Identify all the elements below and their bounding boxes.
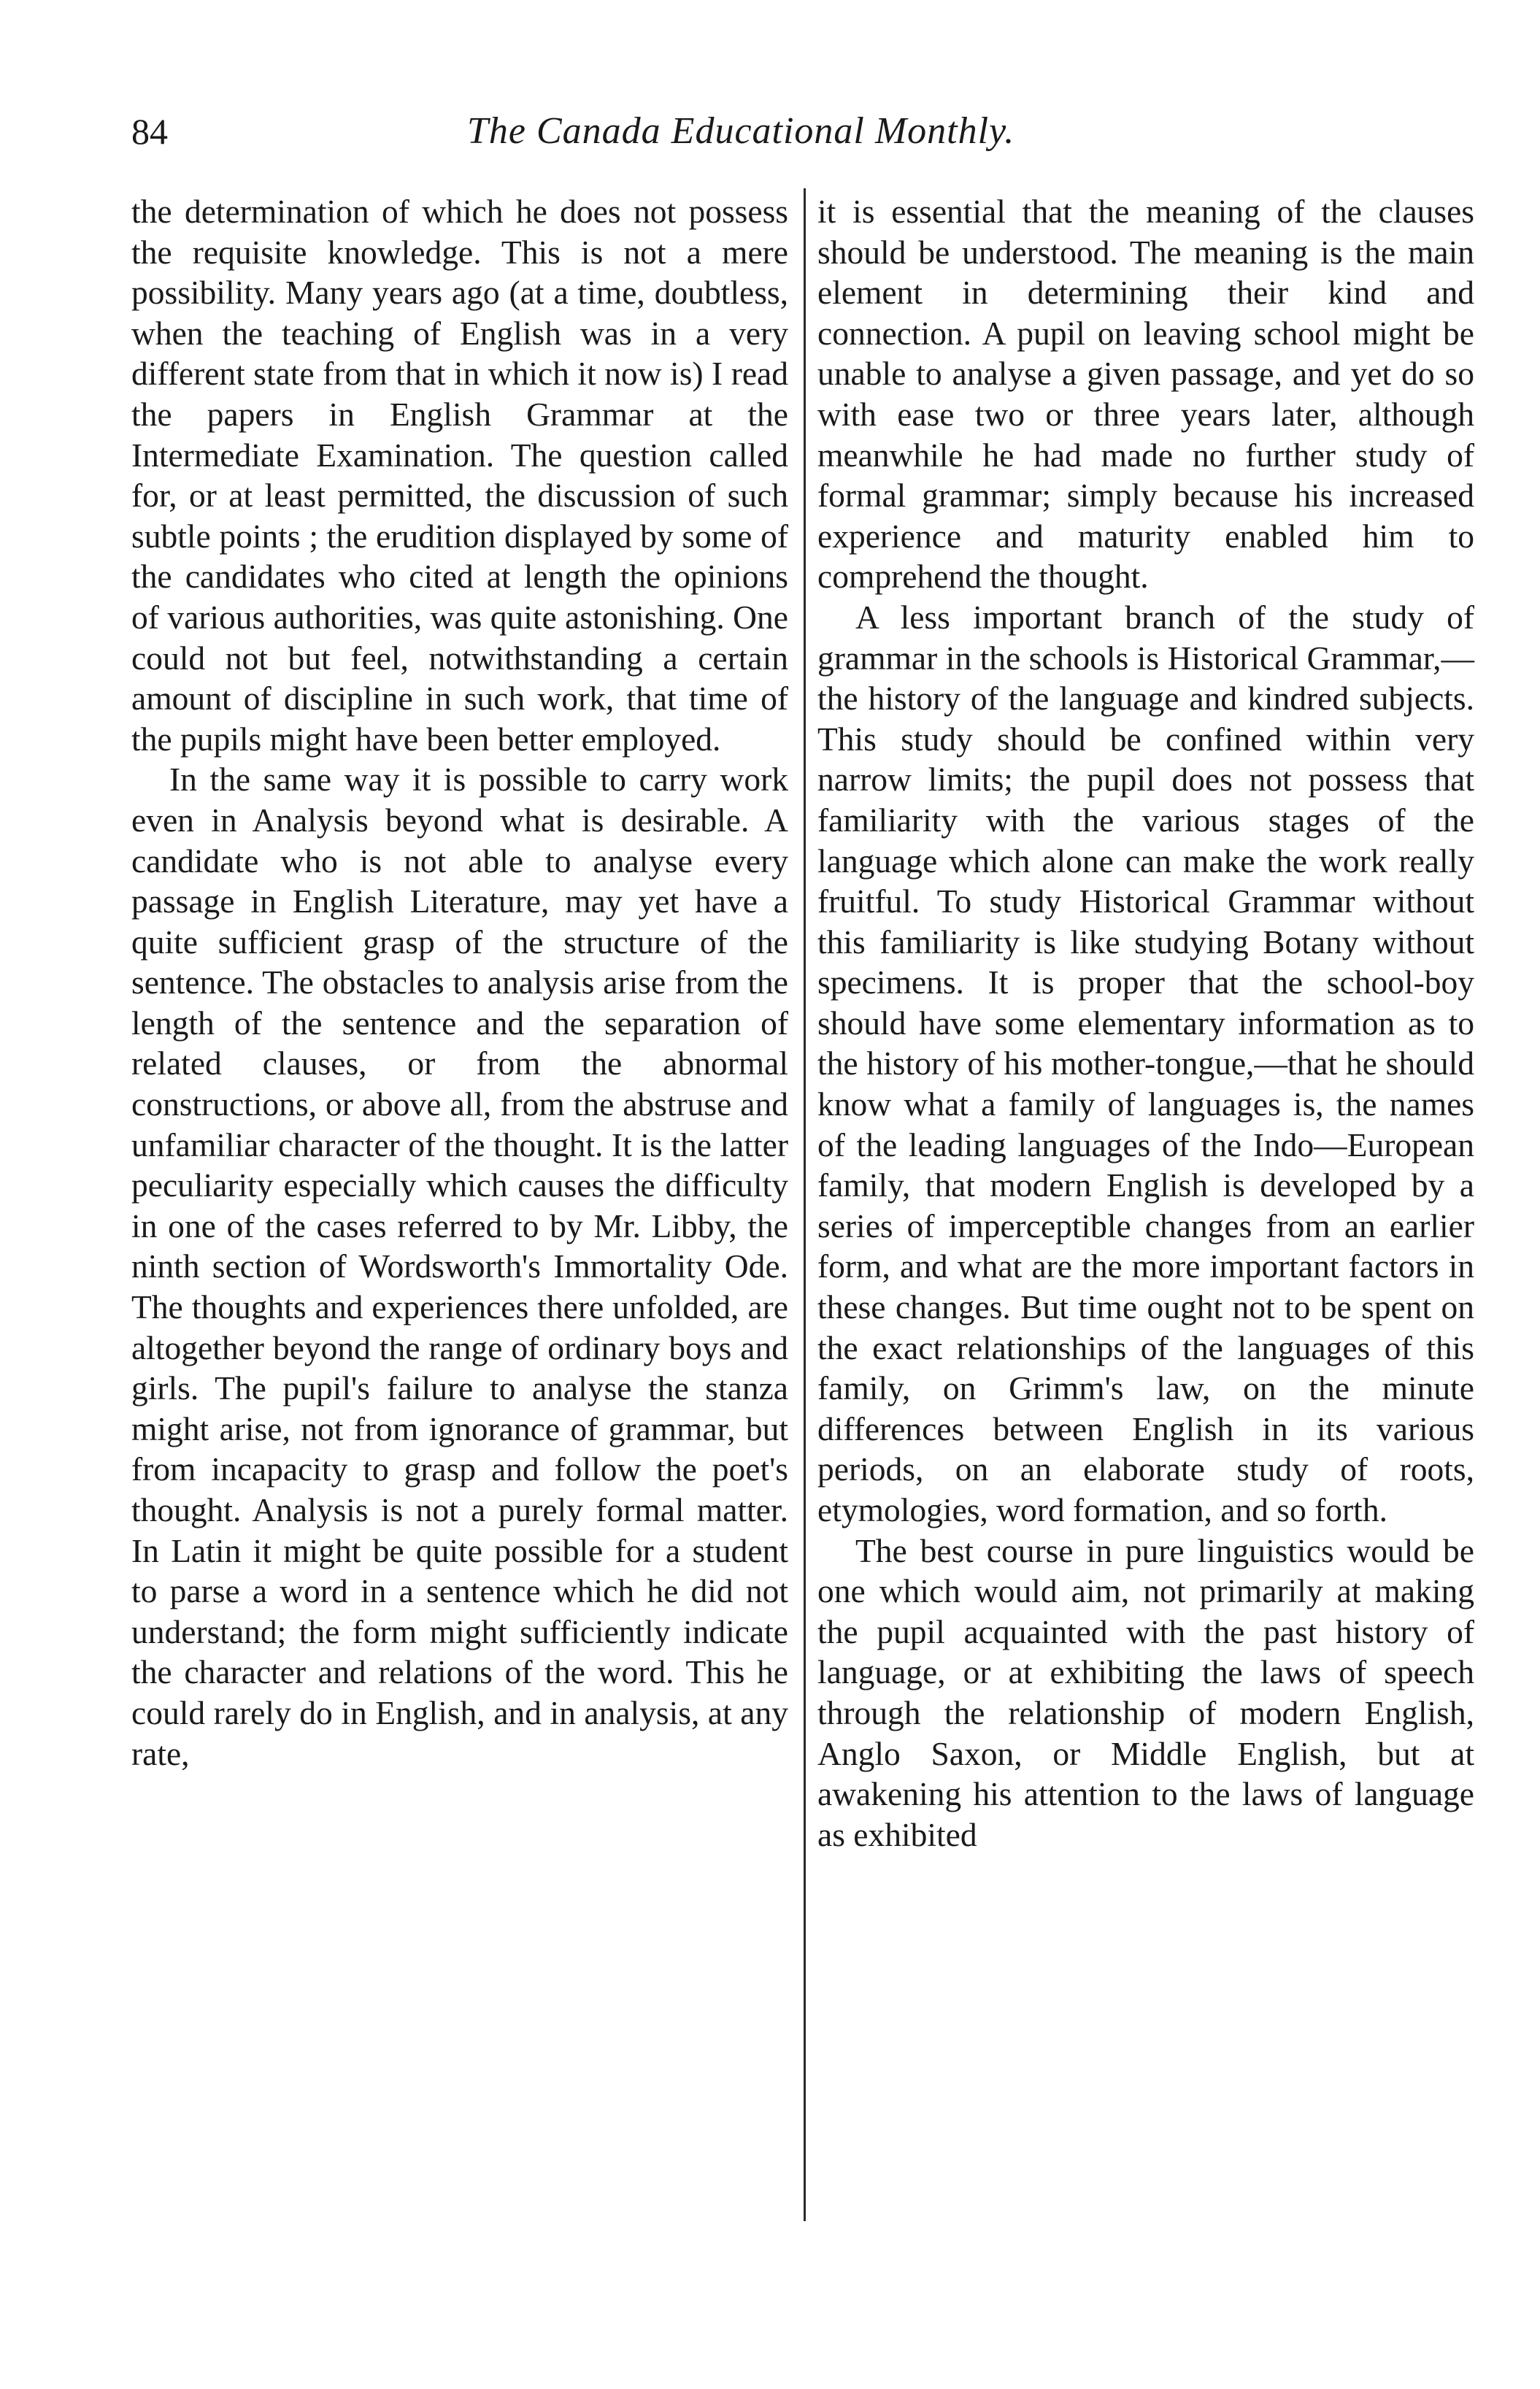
running-head — [131, 102, 1489, 161]
journal-title: The Canada Educational Monthly. — [467, 110, 1015, 152]
left-column — [131, 191, 788, 1774]
paragraph: A less important branch of the study of grammar in the schools is Historical Grammar,—the history of the language and kindred subjects. This study should be confined within very narrow limits; the pupil does not possess that familiarity with the various stages of the language which alone can make the work really fruitful. To study Historical Grammar without this familiarity is like studying Botany without specimens. It is proper that the school-boy should have some elementary information as to the history of his mother-tongue,—that he should know what a family of languages is, the names of the leading languages of the Indo—European family, that modern English is developed by a series of imperceptible changes from an earlier form, and what are the more important factors in these changes. But time ought not to be spent on the exact relationships of the languages of this family, on Grimm's law, on the minute differences between English in its various periods, on an elaborate study of roots, etymologies, word formation, and so forth. — [817, 598, 1474, 1528]
paragraph: In the same way it is possible to carry work even in Analysis beyond what is desirable. A candidate who is not able to analyse every passage in English Literature, may yet have a quite sufficient grasp of the structure of the sentence. The obstacles to analysis arise from the length of the sentence and the separation of related clauses, or from the abnormal constructions, or above all, from the abstruse and unfamiliar character of the thought. It is the latter peculiarity especially which causes the difficulty in one of the cases referred to by Mr. Libby, the ninth section of Wordsworth's Immortality Ode. The thoughts and experiences there unfolded, are altogether beyond the range of ordinary boys and girls. The pupil's failure to analyse the stanza might arise, not from ignorance of grammar, but from incapacity to grasp and follow the poet's thought. Analysis is not a purely formal matter. In Latin it might be quite possible for a student to parse a word in a sentence which he did not understand; the form might sufficiently indicate the character and relations of the word. This he could rarely do in English, and in analysis, at any rate, — [131, 761, 788, 1772]
paragraph: the determination of which he does not possess the requisite knowledge. This is not a mere possibility. Many years ago (at a time, doubtless, when the teaching of English was in a very different state from that in which it now is) I read the papers in English Grammar at the Intermediate Examination. The question called for, or at least permitted, the discussion of such subtle points ; the erudition displayed by some of the candidates who cited at length the opinions of various authorities, was quite astonishing. One could not but feel, notwithstanding a certain amount of discipline in such work, that time of the pupils might have been better employed. — [131, 193, 788, 758]
page-number: 84 — [131, 111, 168, 152]
right-column — [817, 191, 1474, 1855]
paragraph: The best course in pure linguistics would be one which would aim, not primarily at making the pupil acquainted with the past history of language, or at exhibiting the laws of speech through the relationship of modern English, Anglo Saxon, or Middle English, but at awakening his attention to the laws of language as exhibited — [817, 1531, 1474, 1853]
paragraph: it is essential that the meaning of the clauses should be understood. The meaning is the main element in determining their kind and connection. A pupil on leaving school might be unable to analyse a given passage, and yet do so with ease two or three years later, although meanwhile he had made no further study of formal grammar; simply because his increased experience and maturity enabled him to comprehend the thought. — [817, 193, 1474, 596]
column-divider — [804, 188, 806, 2221]
